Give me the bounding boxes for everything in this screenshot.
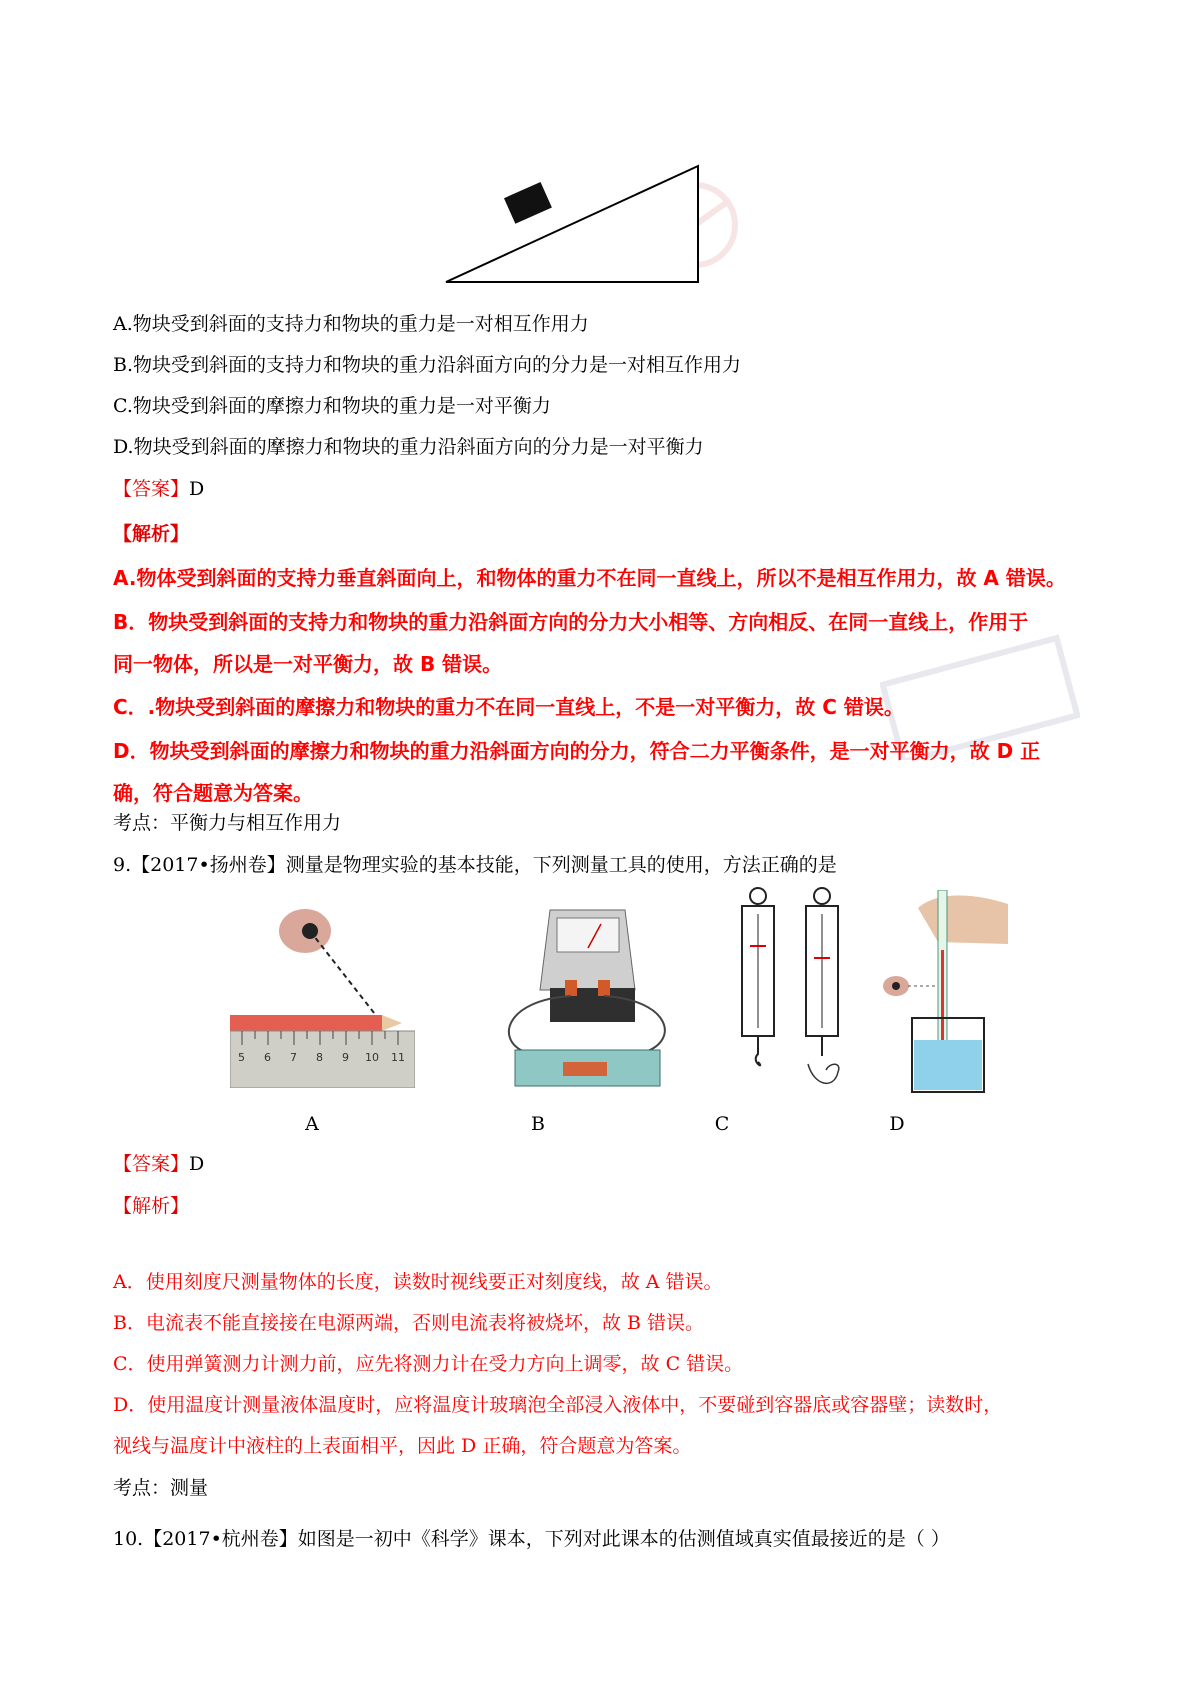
incline-block-diagram (440, 160, 710, 285)
figure-caption-c: C (714, 1113, 730, 1135)
q8-option-d: D.物块受到斜面的摩擦力和物块的重力沿斜面方向的分力是一对平衡力 (113, 436, 704, 458)
q9-analysis-label: 【解析】 (113, 1195, 190, 1217)
q8-analysis-line: C．.物块受到斜面的摩擦力和物块的重力不在同一直线上，不是一对平衡力，故 C 错误。 (113, 695, 904, 719)
ruler-tick: 10 (365, 1051, 379, 1064)
q8-analysis-line: B．物块受到斜面的支持力和物块的重力沿斜面方向的分力大小相等、方向相反、在同一直线上，作用于 (113, 610, 1029, 634)
figure-caption-d: D (889, 1113, 905, 1135)
q8-option-b: B.物块受到斜面的支持力和物块的重力沿斜面方向的分力是一对相互作用力 (113, 354, 742, 376)
q9-analysis-line: 视线与温度计中液柱的上表面相平，因此 D 正确，符合题意为答案。 (113, 1435, 692, 1457)
q9-answer-label: 【答案】 (113, 1153, 190, 1175)
q8-answer-value: D (189, 478, 205, 500)
q9-analysis-line: C．使用弹簧测力计测力前，应先将测力计在受力方向上调零，故 C 错误。 (113, 1353, 744, 1375)
q9-answer-value: D (189, 1153, 205, 1175)
q8-analysis-label: 【解析】 (113, 523, 190, 545)
q9-answer (113, 1152, 204, 1176)
figure-caption-a: A (305, 1113, 319, 1135)
q8-option-a: A.物块受到斜面的支持力和物块的重力是一对相互作用力 (113, 313, 589, 335)
ruler-tick: 8 (316, 1051, 323, 1064)
figure-d-thermometer-beaker (878, 890, 1028, 1095)
ruler-tick: 5 (238, 1051, 245, 1064)
block (504, 182, 552, 224)
incline-triangle (446, 166, 698, 282)
ruler-tick: 9 (342, 1051, 349, 1064)
ruler-tick: 11 (391, 1051, 405, 1064)
q9-kaodian: 考点：测量 (113, 1477, 209, 1499)
q9-analysis-line: A．使用刻度尺测量物体的长度，读数时视线要正对刻度线，故 A 错误。 (113, 1271, 723, 1293)
figure-caption-b: B (531, 1113, 545, 1135)
q10-question: 10.【2017•杭州卷】如图是一初中《科学》课本，下列对此课本的估测值域真实值最接近的是（ ） (113, 1528, 950, 1550)
figure-b-ammeter-battery (495, 900, 680, 1090)
q8-option-c: C.物块受到斜面的摩擦力和物块的重力是一对平衡力 (113, 395, 551, 417)
figure-a-ruler-pencil (230, 893, 415, 1088)
ruler-tick: 7 (290, 1051, 297, 1064)
q8-kaodian: 考点：平衡力与相互作用力 (113, 812, 342, 834)
q9-analysis-line: D．使用温度计测量液体温度时，应将温度计玻璃泡全部浸入液体中，不要碰到容器底或容器壁；读数时， (113, 1394, 1003, 1416)
q8-analysis-line: 确，符合题意为答案。 (113, 781, 313, 805)
figure-c-spring-scales (730, 886, 850, 1096)
q9-question: 9.【2017•扬州卷】测量是物理实验的基本技能，下列测量工具的使用，方法正确的是 (113, 854, 837, 876)
ruler-tick: 6 (264, 1051, 271, 1064)
q9-analysis-line: B．电流表不能直接接在电源两端，否则电流表将被烧坏，故 B 错误。 (113, 1312, 705, 1334)
q8-answer (113, 477, 204, 501)
q8-analysis-line: 同一物体，所以是一对平衡力，故 B 错误。 (113, 652, 503, 676)
q8-answer-label: 【答案】 (113, 478, 190, 500)
q8-analysis-line: A.物体受到斜面的支持力垂直斜面向上，和物体的重力不在同一直线上，所以不是相互作用力，故 A 错误。 (113, 566, 1066, 590)
q8-analysis-line: D．物块受到斜面的摩擦力和物块的重力沿斜面方向的分力，符合二力平衡条件，是一对平衡力，故 D 正 (113, 739, 1041, 763)
